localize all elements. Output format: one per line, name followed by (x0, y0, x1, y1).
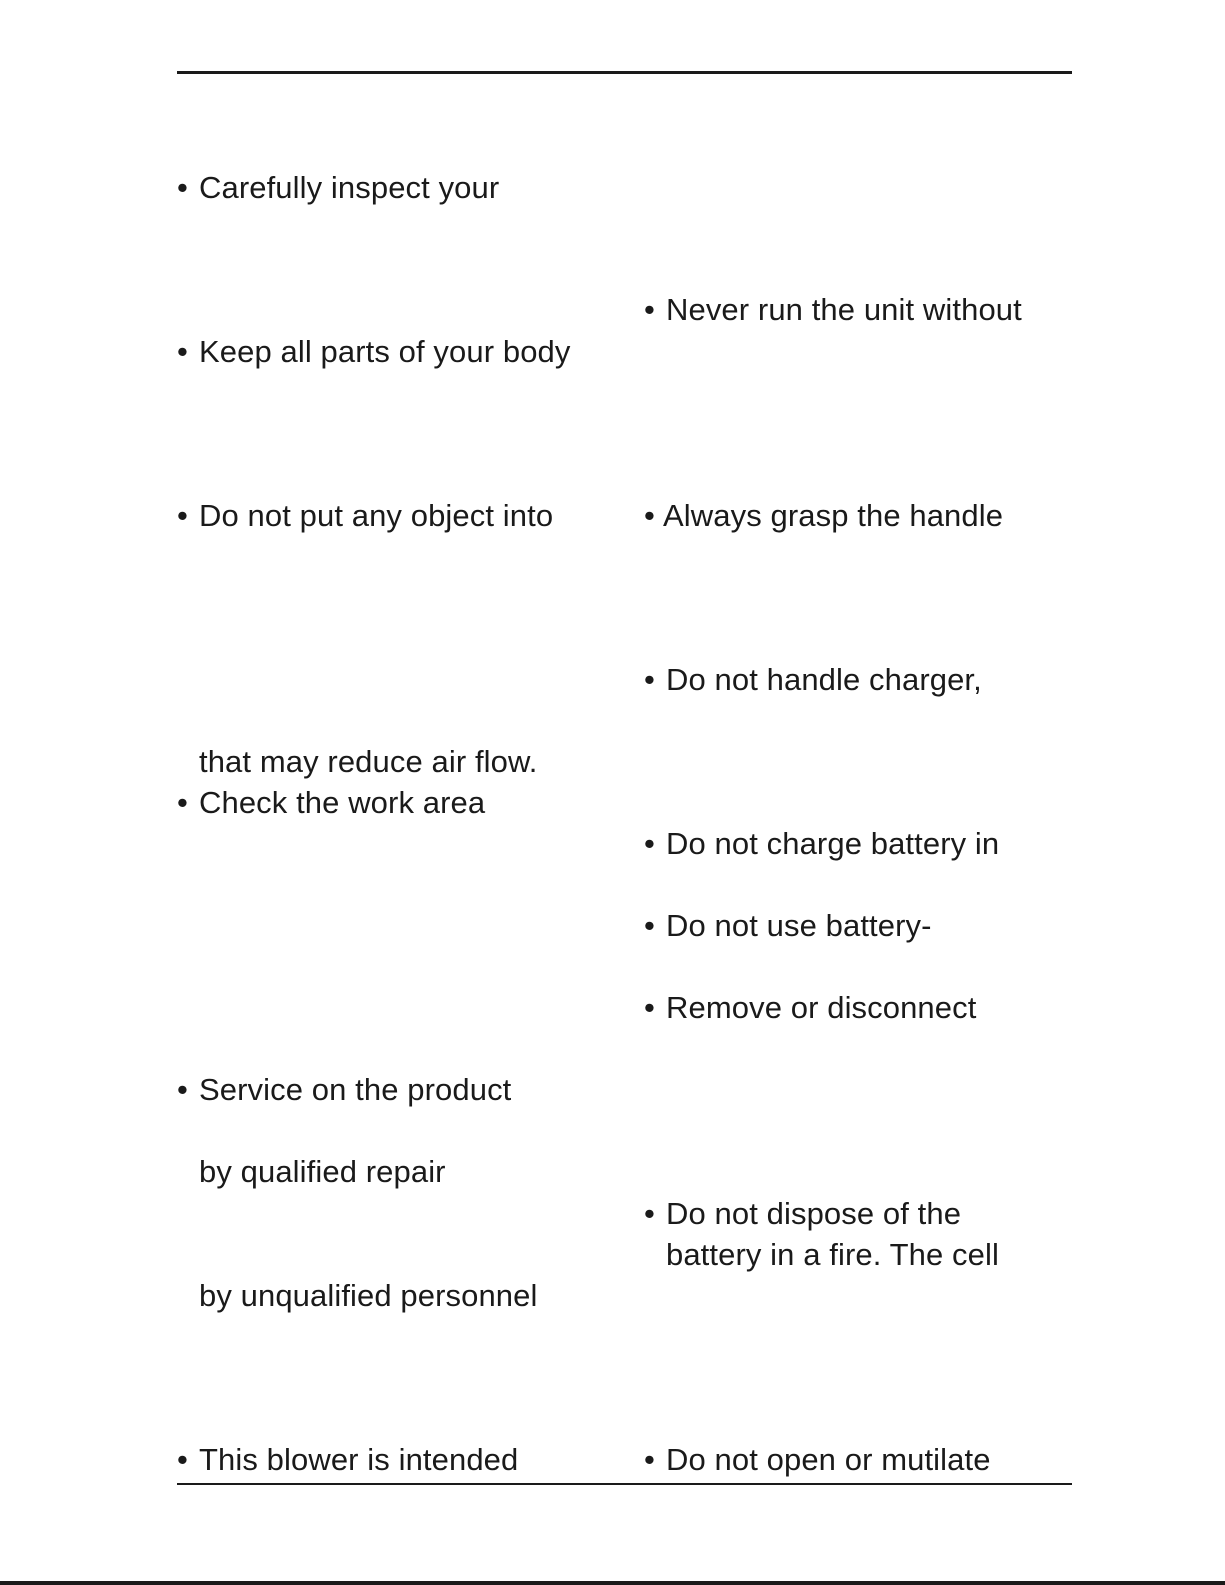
bullet-icon: • (644, 990, 655, 1025)
list-item-open-mutilate (644, 1442, 991, 1478)
list-item-continuation-fire (644, 1237, 999, 1273)
list-item-handle-charger (644, 662, 982, 698)
list-item-text: Keep all parts of your body (199, 334, 571, 369)
bullet-icon: • (177, 785, 188, 820)
bullet-icon: • (177, 170, 188, 205)
list-item-text: by unqualified personnel (199, 1278, 538, 1313)
list-item-dispose-battery (644, 1196, 961, 1232)
list-item-text: Remove or disconnect (666, 990, 977, 1025)
list-item-text: Check the work area (199, 785, 486, 820)
page-bottom-edge (0, 1581, 1225, 1585)
list-item-text: Do not dispose of the (666, 1196, 962, 1231)
list-item-text: that may reduce air flow. (199, 744, 538, 779)
bullet-icon: • (644, 292, 655, 327)
list-item-inspect (177, 170, 499, 206)
top-rule (177, 71, 1072, 74)
bullet-icon: • (644, 826, 655, 861)
bullet-icon: • (644, 908, 655, 943)
list-item-blower-intended (177, 1442, 518, 1478)
list-item-text: Never run the unit without (666, 292, 1022, 327)
bullet-icon: • (644, 498, 655, 533)
list-item-keep-body (177, 334, 570, 370)
list-item-text: Do not handle charger, (666, 662, 982, 697)
list-item-text: Carefully inspect your (199, 170, 500, 205)
list-item-continuation-airflow (177, 744, 538, 780)
list-item-text: battery in a fire. The cell (666, 1237, 999, 1272)
list-item-never-run (644, 292, 1022, 328)
list-item-service (177, 1072, 511, 1108)
list-item-text: Do not use battery- (666, 908, 932, 943)
list-item-text: This blower is intended (199, 1442, 519, 1477)
bullet-icon: • (177, 498, 188, 533)
bullet-icon: • (177, 1442, 188, 1477)
list-item-text: Do not charge battery in (666, 826, 1000, 861)
list-item-text: by qualified repair (199, 1154, 446, 1189)
list-item-remove-disconnect (644, 990, 976, 1026)
list-item-use-battery (644, 908, 932, 944)
list-item-text: Do not open or mutilate (666, 1442, 991, 1477)
list-item-no-object (177, 498, 553, 534)
list-item-grasp-handle (644, 498, 1003, 534)
list-item-continuation-qualified (177, 1154, 446, 1190)
bottom-rule (177, 1483, 1072, 1485)
bullet-icon: • (644, 1442, 655, 1477)
list-item-check-area (177, 785, 485, 821)
list-item-text: Always grasp the handle (663, 498, 1004, 533)
list-item-text: Do not put any object into (199, 498, 554, 533)
list-item-continuation-unqualified (177, 1278, 537, 1314)
bullet-icon: • (177, 1072, 188, 1107)
bullet-icon: • (177, 334, 188, 369)
list-item-charge-battery (644, 826, 999, 862)
bullet-icon: • (644, 662, 655, 697)
bullet-icon: • (644, 1196, 655, 1231)
list-item-text: Service on the product (199, 1072, 512, 1107)
